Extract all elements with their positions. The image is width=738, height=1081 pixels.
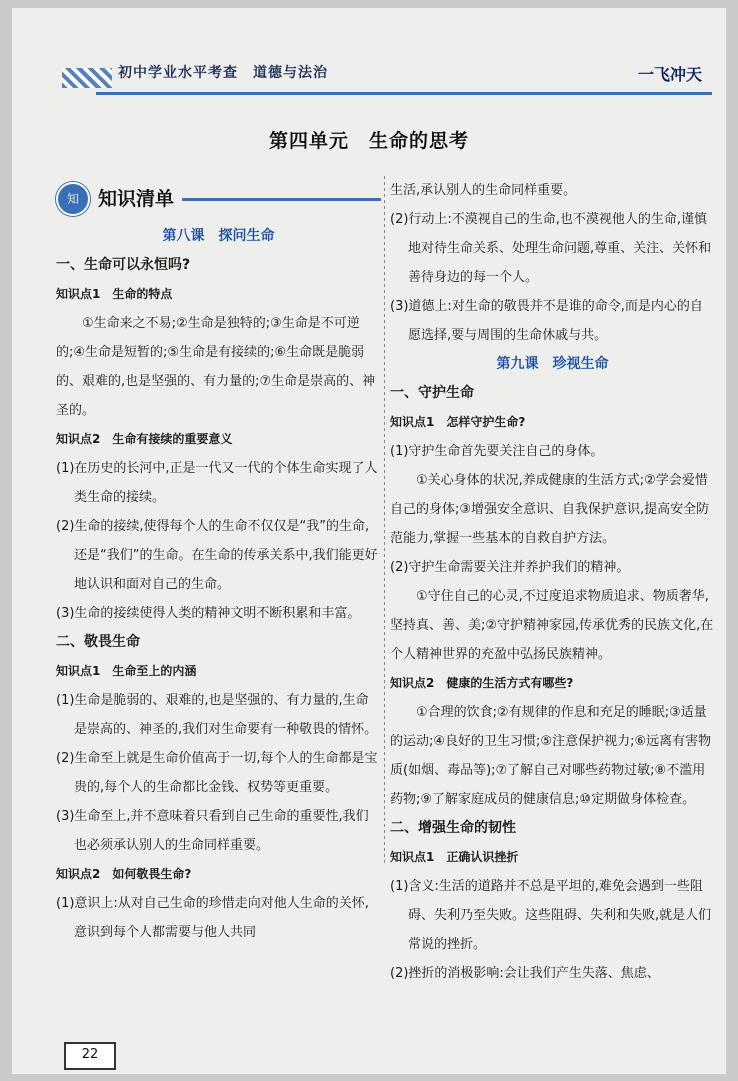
header-rule xyxy=(96,92,712,95)
right-lesson-3: 第九课 珍视生命 xyxy=(496,356,609,372)
left-kp-4: 知识点2 生命有接续的重要意义 xyxy=(56,432,233,446)
header-decoration xyxy=(62,68,112,88)
left-li-12: (3)生命至上,并不意味着只看到自己生命的重要性,我们也必须承认别人的生命同样重要。 xyxy=(56,809,369,853)
left-kp-13: 知识点2 如何敬畏生命? xyxy=(56,867,192,881)
page-header xyxy=(42,50,712,90)
right-column xyxy=(390,176,715,988)
right-p-9: ①守住自己的心灵,不过度追求物质追求、物质奢华,坚持真、善、美;②守护精神家园,传承优秀的民族文化,在个人精神世界的充盈中弘扬民族精神。 xyxy=(390,589,714,662)
right-kp-10: 知识点2 健康的生活方式有哪些? xyxy=(390,676,574,690)
unit-title: 第四单元 生命的思考 xyxy=(268,130,469,152)
right-kp-5: 知识点1 怎样守护生命? xyxy=(390,415,526,429)
left-column xyxy=(56,180,381,947)
left-li-10: (1)生命是脆弱的、艰难的,也是坚强的、有力量的,生命是崇高的、神圣的,我们对生命要有一种敬畏的情怀。 xyxy=(56,693,378,737)
right-li-8: (2)守护生命需要关注并养护我们的精神。 xyxy=(390,560,630,575)
knowledge-list-badge xyxy=(56,180,381,218)
left-kp-9: 知识点1 生命至上的内涵 xyxy=(56,664,197,678)
right-p-11: ①合理的饮食;②有规律的作息和充足的睡眠;③适量的运动;④良好的卫生习惯;⑤注意保护视力;⑥远离有害物质(如烟、毒品等);⑦了解自己对哪些药物过敏;⑧不滥用药物;⑨了解家庭成员的健康信息;⑩定期做身体检查。 xyxy=(390,705,712,807)
knowledge-list-title: 知识清单 xyxy=(98,187,175,210)
left-p-3: ①生命来之不易;②生命是独特的;③生命是不可逆的;④生命是短暂的;⑤生命是有接续的;⑥生命既是脆弱的、艰难的,也是坚强的、有力量的;⑦生命是崇高的、神圣的。 xyxy=(56,316,376,418)
right-p-7: ①关心身体的状况,养成健康的生活方式;②学会爱惜自己的身体;③增强安全意识、自我保护意识,提高安全防范能力,掌握一些基本的自救自护方法。 xyxy=(390,473,710,546)
right-li-2: (3)道德上:对生命的敬畏并不是谁的命令,而是内心的自愿选择,要与周围的生命休戚与共。 xyxy=(390,299,703,343)
column-divider xyxy=(384,176,385,866)
left-li-7: (3)生命的接续使得人类的精神文明不断积累和丰富。 xyxy=(56,606,361,621)
left-li-14: (1)意识上:从对自己生命的珍惜走向对他人生命的关怀,意识到每个人都需要与他人共同 xyxy=(56,896,369,940)
left-sec-8: 二、敬畏生命 xyxy=(56,634,140,650)
header-title: 初中学业水平考查 道德与法治 xyxy=(118,65,328,81)
left-kp-2: 知识点1 生命的特点 xyxy=(56,287,173,301)
page-number: 22 xyxy=(64,1042,116,1070)
right-li-14: (1)含义:生活的道路并不总是平坦的,难免会遇到一些阻碍、失利乃至失败。这些阻碍、失利和失败,就是人们常说的挫折。 xyxy=(390,879,712,952)
left-lesson-0: 第八课 探问生命 xyxy=(162,228,275,244)
badge-rule xyxy=(182,198,381,201)
right-sec-12: 二、增强生命的韧性 xyxy=(390,820,516,836)
right-li-1: (2)行动上:不漠视自己的生命,也不漠视他人的生命,谨慎地对待生命关系、处理生命问题,尊重、关注、关怀和善待身边的每一个人。 xyxy=(390,212,712,285)
left-li-6: (2)生命的接续,使得每个人的生命不仅仅是“我”的生命,还是“我们”的生命。在生命的传承关系中,我们能更好地认识和面对自己的生命。 xyxy=(56,519,378,592)
right-li-6: (1)守护生命首先要关注自己的身体。 xyxy=(390,444,604,459)
knowledge-icon: 知 xyxy=(56,182,90,216)
header-brand: 一飞冲天 xyxy=(637,65,702,84)
right-kp-13: 知识点1 正确认识挫折 xyxy=(390,850,519,864)
left-sec-1: 一、生命可以永恒吗? xyxy=(56,257,191,273)
right-li-0: 生活,承认别人的生命同样重要。 xyxy=(390,183,577,198)
left-li-11: (2)生命至上就是生命价值高于一切,每个人的生命都是宝贵的,每个人的生命都比金钱、权势等更重要。 xyxy=(56,751,378,795)
right-li-15: (2)挫折的消极影响:会让我们产生失落、焦虑、 xyxy=(390,966,660,981)
left-li-5: (1)在历史的长河中,正是一代又一代的个体生命实现了人类生命的接续。 xyxy=(56,461,378,505)
right-sec-4: 一、守护生命 xyxy=(390,385,474,401)
page xyxy=(12,8,726,1074)
